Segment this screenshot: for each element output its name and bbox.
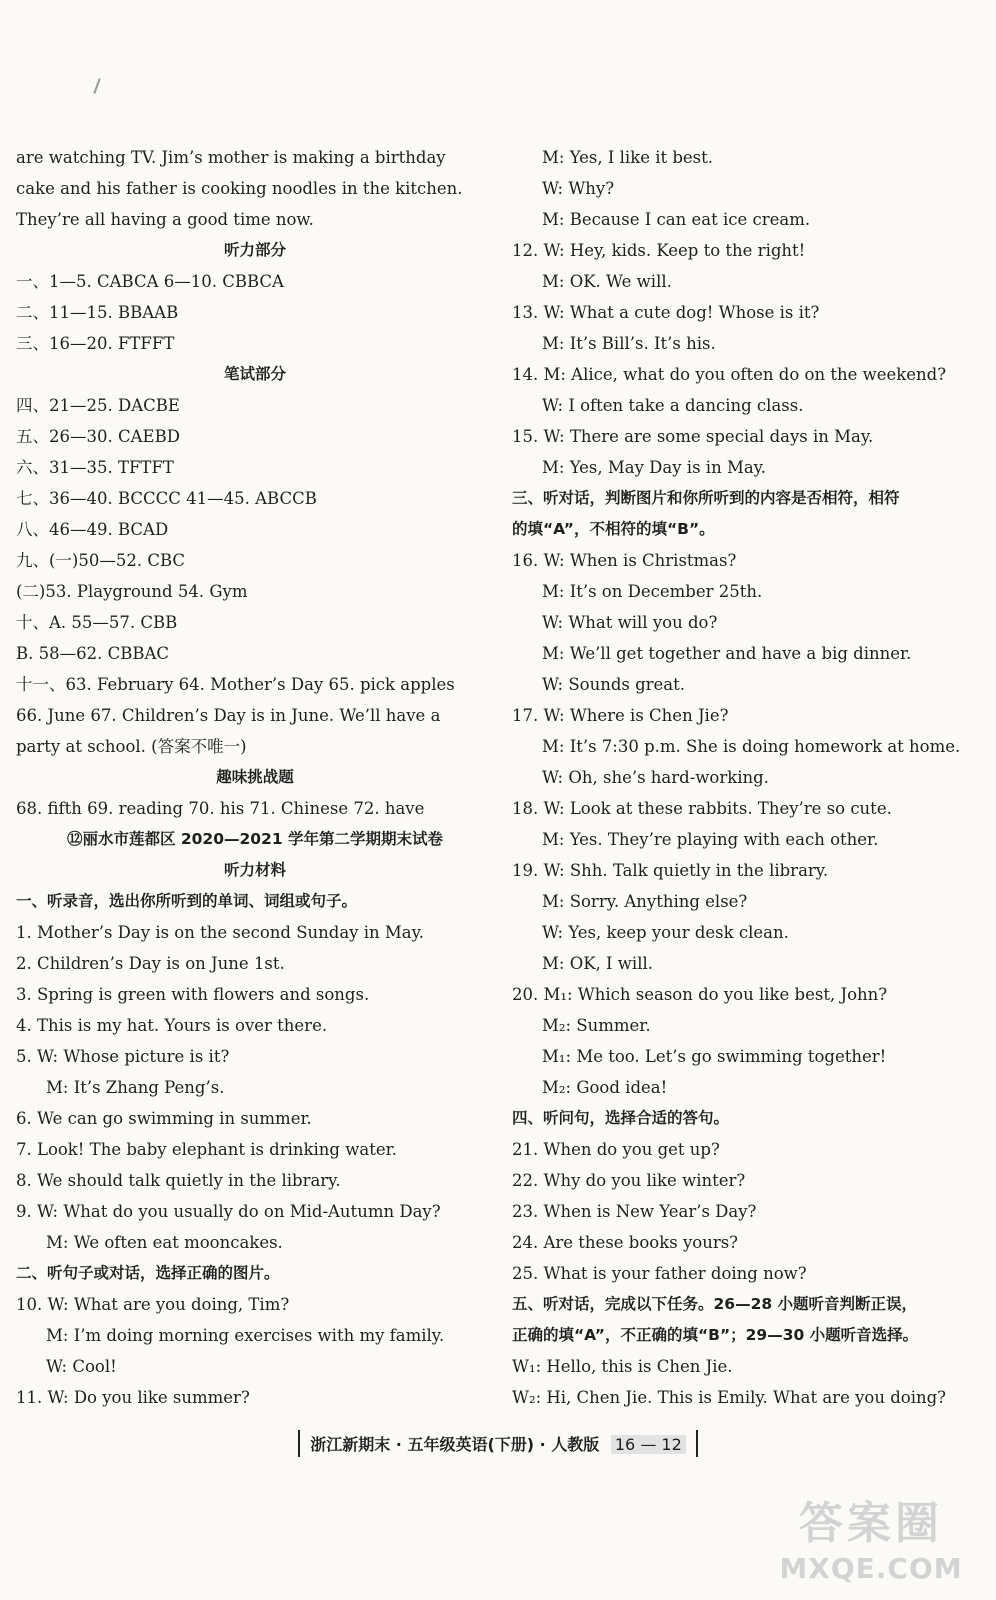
text-line: W: Sounds great.: [542, 675, 686, 694]
text-line: 的填“A”，不相符的填“B”。: [512, 520, 715, 538]
text-line: M: We’ll get together and have a big dinner.: [542, 644, 912, 663]
text-line: M: Because I can eat ice cream.: [542, 210, 811, 229]
text-line: 一、听录音，选出你所听到的单词、词组或句子。: [16, 892, 358, 910]
text-line: 7. Look! The baby elephant is drinking water.: [16, 1140, 397, 1159]
text-line: 24. Are these books yours?: [512, 1233, 739, 1252]
text-line: 16. W: When is Christmas?: [512, 551, 737, 570]
text-line: 4. This is my hat. Yours is over there.: [16, 1016, 328, 1035]
text-line: are watching TV. Jim’s mother is making a birthday: [16, 148, 446, 167]
text-line: M₁: Me too. Let’s go swimming together!: [542, 1047, 887, 1066]
text-line: 21. When do you get up?: [512, 1140, 720, 1159]
text-line: M₂: Summer.: [542, 1016, 651, 1035]
text-line: 20. M₁: Which season do you like best, John?: [512, 985, 888, 1004]
section-heading: 听力部分: [223, 241, 286, 259]
text-line: 三、听对话，判断图片和你所听到的内容是否相符，相符: [512, 489, 900, 507]
text-line: B. 58—62. CBBAC: [16, 644, 170, 663]
text-line: They’re all having a good time now.: [16, 210, 314, 229]
text-line: M: Yes, I like it best.: [542, 148, 714, 167]
text-line: 二、听句子或对话，选择正确的图片。: [16, 1264, 280, 1282]
text-line: M: Yes, May Day is in May.: [542, 458, 767, 477]
text-line: 66. June 67. Children’s Day is in June. We’ll have a: [16, 706, 441, 725]
text-line: M: OK, I will.: [542, 954, 654, 973]
text-line: M: It’s 7:30 p.m. She is doing homework at home.: [542, 737, 961, 756]
text-line: 68. fifth 69. reading 70. his 71. Chinese 72. have: [16, 799, 425, 818]
text-line: 5. W: Whose picture is it?: [16, 1047, 230, 1066]
text-line: 七、36—40. BCCCC 41—45. ABCCB: [16, 489, 317, 508]
text-line: W: What will you do?: [542, 613, 718, 632]
section-heading: 听力材料: [223, 861, 286, 879]
page-number: 16 — 12: [611, 1435, 686, 1454]
text-line: M: OK. We will.: [542, 272, 672, 291]
text-line: 22. Why do you like winter?: [512, 1171, 746, 1190]
text-line: (二)53. Playground 54. Gym: [16, 582, 248, 601]
left-column: [16, 142, 494, 1413]
text-line: M: Sorry. Anything else?: [542, 892, 748, 911]
watermark: [756, 1496, 986, 1596]
section-heading: 笔试部分: [223, 365, 286, 383]
page-footer: [0, 1430, 996, 1457]
text-line: W: Oh, she’s hard-working.: [542, 768, 769, 787]
text-line: M: Yes. They’re playing with each other.: [542, 830, 879, 849]
text-line: 十、A. 55—57. CBB: [16, 613, 178, 632]
text-line: 五、26—30. CAEBD: [16, 427, 180, 446]
watermark-logo-text: 答案圈: [799, 1498, 943, 1549]
text-line: 八、46—49. BCAD: [16, 520, 169, 539]
text-line: 1. Mother’s Day is on the second Sunday in May.: [16, 923, 424, 942]
text-line: 六、31—35. TFTFT: [16, 458, 174, 477]
text-line: 3. Spring is green with flowers and songs.: [16, 985, 370, 1004]
text-line: 2. Children’s Day is on June 1st.: [16, 954, 285, 973]
text-line: 十一、63. February 64. Mother’s Day 65. pick apples: [16, 675, 455, 694]
text-line: 23. When is New Year’s Day?: [512, 1202, 757, 1221]
text-line: M: I’m doing morning exercises with my family.: [46, 1326, 445, 1345]
text-line: 三、16—20. FTFFT: [16, 334, 175, 353]
text-line: 14. M: Alice, what do you often do on the weekend?: [512, 365, 947, 384]
text-line: 一、1—5. CABCA 6—10. CBBCA: [16, 272, 284, 291]
text-line: 25. What is your father doing now?: [512, 1264, 807, 1283]
text-line: W₂: Hi, Chen Jie. This is Emily. What are you doing?: [512, 1388, 947, 1407]
text-line: W: I often take a dancing class.: [542, 396, 804, 415]
text-line: M: We often eat mooncakes.: [46, 1233, 283, 1252]
text-line: M: It’s on December 25th.: [542, 582, 763, 601]
text-line: M: It’s Zhang Peng’s.: [46, 1078, 225, 1097]
text-line: W: Cool!: [46, 1357, 117, 1376]
text-line: W: Yes, keep your desk clean.: [542, 923, 789, 942]
text-line: 9. W: What do you usually do on Mid-Autumn Day?: [16, 1202, 441, 1221]
footer-title: 浙江新期末 · 五年级英语(下册) · 人教版: [310, 1435, 600, 1454]
text-line: M: It’s Bill’s. It’s his.: [542, 334, 716, 353]
text-line: 四、21—25. DACBE: [16, 396, 180, 415]
right-column: [512, 142, 982, 1413]
text-line: 17. W: Where is Chen Jie?: [512, 706, 729, 725]
section-heading: ⑫丽水市莲都区 2020—2021 学年第二学期期末试卷: [66, 830, 444, 848]
text-line: 19. W: Shh. Talk quietly in the library.: [512, 861, 829, 880]
text-line: 6. We can go swimming in summer.: [16, 1109, 312, 1128]
text-line: 四、听问句，选择合适的答句。: [512, 1109, 730, 1127]
text-line: 五、听对话，完成以下任务。26—28 小题听音判断正误，: [512, 1295, 918, 1313]
section-heading: 趣味挑战题: [216, 768, 294, 786]
watermark-url: MXQE.COM: [779, 1552, 963, 1585]
text-line: cake and his father is cooking noodles in the kitchen.: [16, 179, 463, 198]
text-line: 8. We should talk quietly in the library.: [16, 1171, 341, 1190]
footer-box: [298, 1430, 698, 1457]
text-line: 18. W: Look at these rabbits. They’re so cute.: [512, 799, 892, 818]
text-line: 10. W: What are you doing, Tim?: [16, 1295, 290, 1314]
text-line: M₂: Good idea!: [542, 1078, 668, 1097]
text-line: 九、(一)50—52. CBC: [16, 551, 186, 570]
text-line: 15. W: There are some special days in May.: [512, 427, 874, 446]
text-line: party at school. (答案不唯一): [16, 737, 247, 756]
text-line: W: Why?: [542, 179, 615, 198]
text-line: 二、11—15. BBAAB: [16, 303, 179, 322]
text-line: 正确的填“A”，不正确的填“B”；29—30 小题听音选择。: [512, 1326, 919, 1344]
text-line: 13. W: What a cute dog! Whose is it?: [512, 303, 820, 322]
text-line: 12. W: Hey, kids. Keep to the right!: [512, 241, 806, 260]
text-line: 11. W: Do you like summer?: [16, 1388, 250, 1407]
scan-mark: [93, 78, 100, 94]
text-line: W₁: Hello, this is Chen Jie.: [512, 1357, 733, 1376]
